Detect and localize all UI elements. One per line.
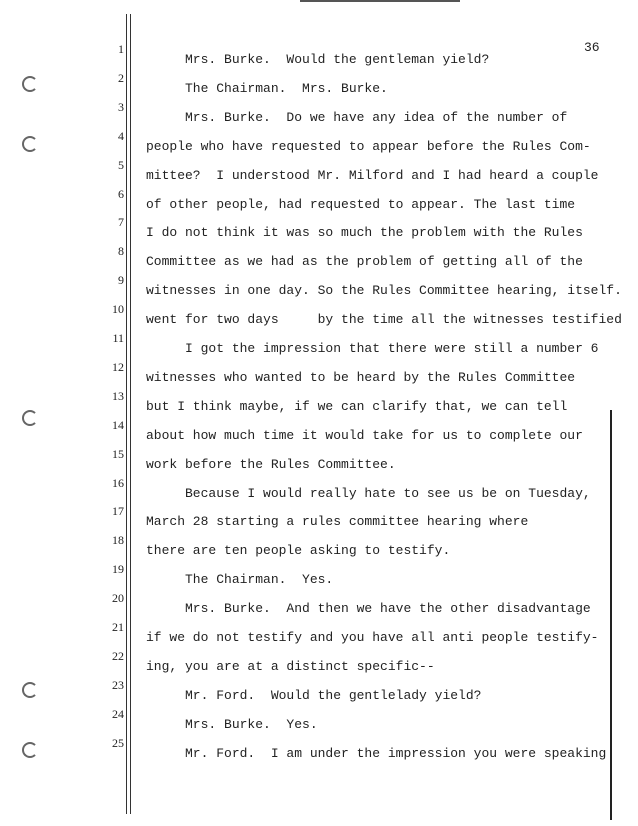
line-number: 15 bbox=[112, 446, 124, 461]
punch-hole-mark bbox=[22, 682, 38, 698]
punch-hole-mark bbox=[22, 410, 38, 426]
line-number: 18 bbox=[112, 533, 124, 548]
transcript-line: Mr. Ford. Would the gentlelady yield? bbox=[146, 687, 482, 703]
transcript-line: witnesses in one day. So the Rules Committee hearing, itself. bbox=[146, 283, 622, 299]
transcript-line: March 28 starting a rules committee hearing where bbox=[146, 514, 529, 530]
line-number: 1 bbox=[118, 42, 124, 56]
line-number: 3 bbox=[118, 99, 124, 114]
line-number: 13 bbox=[112, 388, 124, 403]
page-number: 36 bbox=[584, 40, 600, 55]
transcript-line: The Chairman. Yes. bbox=[146, 572, 334, 588]
transcript-line: Mrs. Burke. Yes. bbox=[146, 716, 318, 732]
line-number: 25 bbox=[112, 735, 124, 750]
transcript-line: mittee? I understood Mr. Milford and I had heard a couple bbox=[146, 167, 599, 183]
line-number: 19 bbox=[112, 562, 124, 577]
left-margin-rule bbox=[126, 14, 127, 814]
transcript-line: but I think maybe, if we can clarify that, we can tell bbox=[146, 398, 568, 414]
line-number: 8 bbox=[118, 244, 124, 259]
left-margin-rule-inner bbox=[130, 14, 131, 814]
right-margin-rule bbox=[610, 410, 612, 820]
line-number: 16 bbox=[112, 475, 124, 490]
line-number: 14 bbox=[112, 417, 124, 432]
punch-hole-mark bbox=[22, 136, 38, 152]
line-number: 9 bbox=[118, 273, 124, 288]
transcript-line: I do not think it was so much the problem with the Rules bbox=[146, 225, 583, 241]
line-number: 2 bbox=[118, 70, 124, 85]
transcript-line: Mrs. Burke. Would the gentleman yield? bbox=[146, 52, 490, 67]
transcript-line: of other people, had requested to appear. The last time bbox=[146, 196, 576, 212]
transcript-line: about how much time it would take for us to complete our bbox=[146, 427, 583, 443]
transcript-line: if we do not testify and you have all anti people testify- bbox=[146, 630, 599, 645]
line-number: 4 bbox=[118, 128, 124, 143]
punch-hole-mark bbox=[22, 742, 38, 758]
line-number: 10 bbox=[112, 302, 124, 317]
transcript-line: people who have requested to appear before the Rules Com- bbox=[146, 138, 591, 154]
transcript-line: witnesses who wanted to be heard by the Rules Committee bbox=[146, 369, 576, 385]
transcript-line: Committee as we had as the problem of getting all of the bbox=[146, 254, 583, 270]
transcript-line: there are ten people asking to testify. bbox=[146, 543, 451, 559]
line-number: 12 bbox=[112, 359, 124, 374]
line-number: 6 bbox=[118, 186, 124, 201]
transcript-line: work before the Rules Committee. bbox=[146, 456, 396, 472]
line-number: 7 bbox=[118, 215, 124, 230]
line-number: 17 bbox=[112, 504, 124, 519]
line-number: 11 bbox=[112, 331, 124, 345]
top-edge-bar bbox=[300, 0, 460, 5]
transcript-line: ing, you are at a distinct specific-- bbox=[146, 658, 435, 674]
line-number: 23 bbox=[112, 677, 124, 692]
line-number: 20 bbox=[112, 591, 124, 606]
transcript-line: Mr. Ford. I am under the impression you were speaking bbox=[146, 745, 607, 761]
transcript-line: Because I would really hate to see us be on Tuesday, bbox=[146, 485, 591, 501]
transcript-line: The Chairman. Mrs. Burke. bbox=[146, 80, 388, 96]
transcript-line: Mrs. Burke. Do we have any idea of the number of bbox=[146, 109, 568, 125]
transcript-line: went for two days by the time all the witnesses testified bbox=[146, 312, 622, 328]
transcript-line: I got the impression that there were still a number 6 bbox=[146, 341, 599, 356]
line-number: 21 bbox=[112, 620, 124, 634]
transcript-line: Mrs. Burke. And then we have the other disadvantage bbox=[146, 601, 591, 617]
line-number: 22 bbox=[112, 648, 124, 663]
punch-hole-mark bbox=[22, 76, 38, 92]
line-number: 24 bbox=[112, 706, 124, 721]
line-number: 5 bbox=[118, 157, 124, 172]
